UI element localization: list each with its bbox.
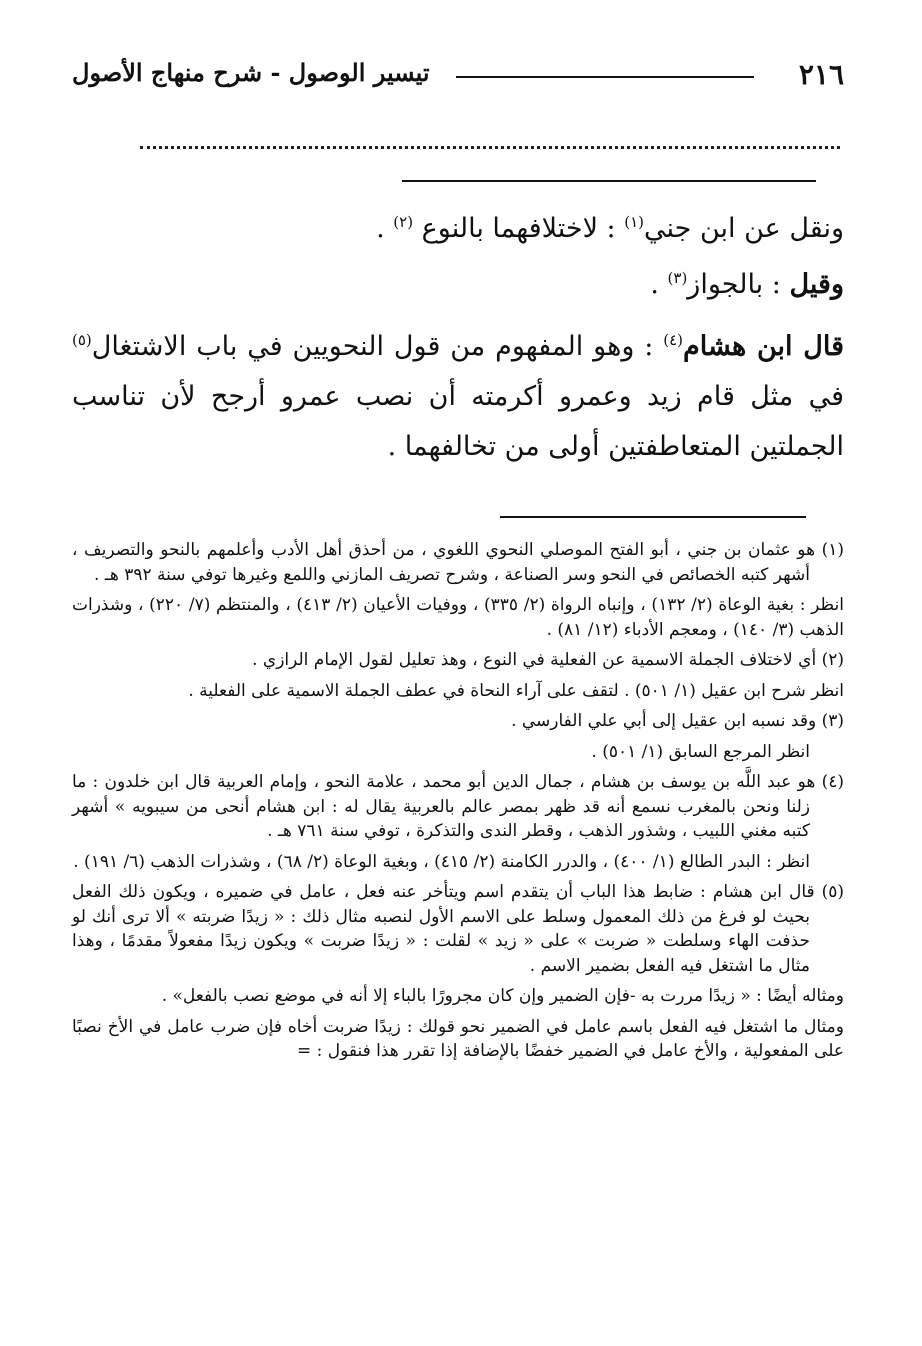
p2-end: . — [650, 269, 668, 300]
running-title: تيسير الوصول - شرح منهاج الأصول — [72, 58, 430, 87]
page-header — [72, 56, 844, 96]
footnote-ref-2[interactable]: (٢) — [393, 213, 414, 231]
footnote-4: (٤) هو عبد اللَّه بن يوسف بن هشام ، جمال الدين أبو محمد ، علامة النحو ، وإمام العربية قال ابن خلدون : ما زلنا ونحن بالمغرب نسمع أنه قد ظهر بمصر عالم بالعربية يقال له : ابن هشام أنحى من سيبويه » أشهر كتبه مغني اللبيب ، وشذور الذهب ، وقطر الندى والتذكرة ، توفي سنة ٧٦١ هـ . — [72, 772, 844, 841]
p1-rest: : لاختلافهما بالنوع — [421, 213, 625, 244]
omission-dotted-line — [140, 146, 840, 149]
footnote-4-sources: انظر : البدر الطالع (١/ ٤٠٠) ، والدرر الكامنة (٢/ ٤١٥) ، وبغية الوعاة (٢/ ٦٨) ، وشذرات الذهب (٦/ ١٩١) . — [73, 851, 810, 872]
footnote-1: (١) هو عثمان بن جني ، أبو الفتح الموصلي النحوي اللغوي ، من أحذق أهل الأدب وأعلمهم بالنحو والتصريف ، أشهر كتبه الخصائص في النحو وسر الصناعة ، وشرح تصريف المازني واللمع وغيرها توفي سنة ٣٩٢ هـ . — [72, 540, 844, 585]
footnote-3-sources: انظر المرجع السابق (١/ ٥٠١) . — [591, 741, 810, 762]
p1-end: . — [376, 213, 394, 244]
p1-text: ونقل عن ابن جني — [644, 213, 844, 244]
p2-bold: وقيل — [789, 269, 844, 300]
p3-bold: قال ابن هشام — [683, 331, 844, 362]
footnote-2-sources: انظر شرح ابن عقيل (١/ ٥٠١) . لتقف على آراء النحاة في عطف الجملة الاسمية على الفعلية . — [188, 680, 844, 701]
footnote-ref-5[interactable]: (٥) — [72, 331, 92, 349]
footnote-5-paragraph-2: ومثاله أيضًا : « زيدًا مررت به -فإن الضمير وإن كان مجرورًا بالباء إلا أنه في موضع نصب بالفعل» . — [161, 986, 844, 1006]
footnotes-separator — [500, 516, 806, 518]
page-number: ٢١٦ — [798, 58, 844, 91]
main-paragraph-1 — [72, 204, 844, 254]
footnote-3: (٣) وقد نسبه ابن عقيل إلى أبي علي الفارسي . — [511, 711, 844, 731]
footnote-5: (٥) قال ابن هشام : ضابط هذا الباب أن يتقدم اسم ويتأخر عنه فعل ، عامل في ضميره ، ويكون ذلك الفعل بحيث لو فرغ من ذلك المعمول وسلط على الاسم الأول لنصبه مثال ذلك : « زيدًا ضربته » ألا ترى أنك لو حذفت الهاء وسلطت « ضربت » على « زيد » لقلت : « زيدًا ضربت » ويكون زيدًا مفعولاً مقدمًا ، وهذا مثال ما اشتغل فيه الفعل بضمير الاسم . — [72, 882, 844, 976]
footnote-ref-3[interactable]: (٣) — [667, 269, 688, 287]
header-rule — [456, 76, 754, 78]
main-text — [72, 204, 844, 472]
main-paragraph-2 — [72, 260, 844, 310]
footnote-ref-4[interactable]: (٤) — [663, 331, 683, 349]
footnote-5-paragraph-3: ومثال ما اشتغل فيه الفعل باسم عامل في الضمير نحو قولك : زيدًا ضربت أخاه فإن ضرب عامل في الأخ نصبًا على المفعولية ، والأخ عامل في الضمير خفضًا بالإضافة إذا تقرر هذا فنقول : = — [72, 1016, 844, 1061]
p3-text-2: في مثل قام زيد وعمرو أكرمته أن نصب عمرو أرجح لأن تناسب الجملتين المتعاطفتين أولى من تخالفهما . — [72, 381, 844, 462]
footnotes — [72, 538, 844, 1070]
p3-text-1: : وهو المفهوم من قول النحويين في باب الاشتغال — [91, 331, 664, 362]
footnote-2: (٢) أي لاختلاف الجملة الاسمية عن الفعلية في النوع ، وهذ تعليل لقول الإمام الرازي . — [252, 650, 844, 670]
footnote-1-sources: انظر : بغية الوعاة (٢/ ١٣٢) ، وإنباه الرواة (٢/ ٣٣٥) ، ووفيات الأعيان (٢/ ٤١٣) ، والمنتظم (٧/ ٢٢٠) ، وشذرات الذهب (٣/ ١٤٠) ، ومعجم الأدباء (١٢/ ٨١) . — [72, 595, 844, 640]
footnote-ref-1[interactable]: (١) — [624, 213, 645, 231]
main-paragraph-3 — [72, 322, 844, 472]
section-rule — [402, 180, 816, 182]
p2-text: : بالجواز — [687, 269, 790, 300]
